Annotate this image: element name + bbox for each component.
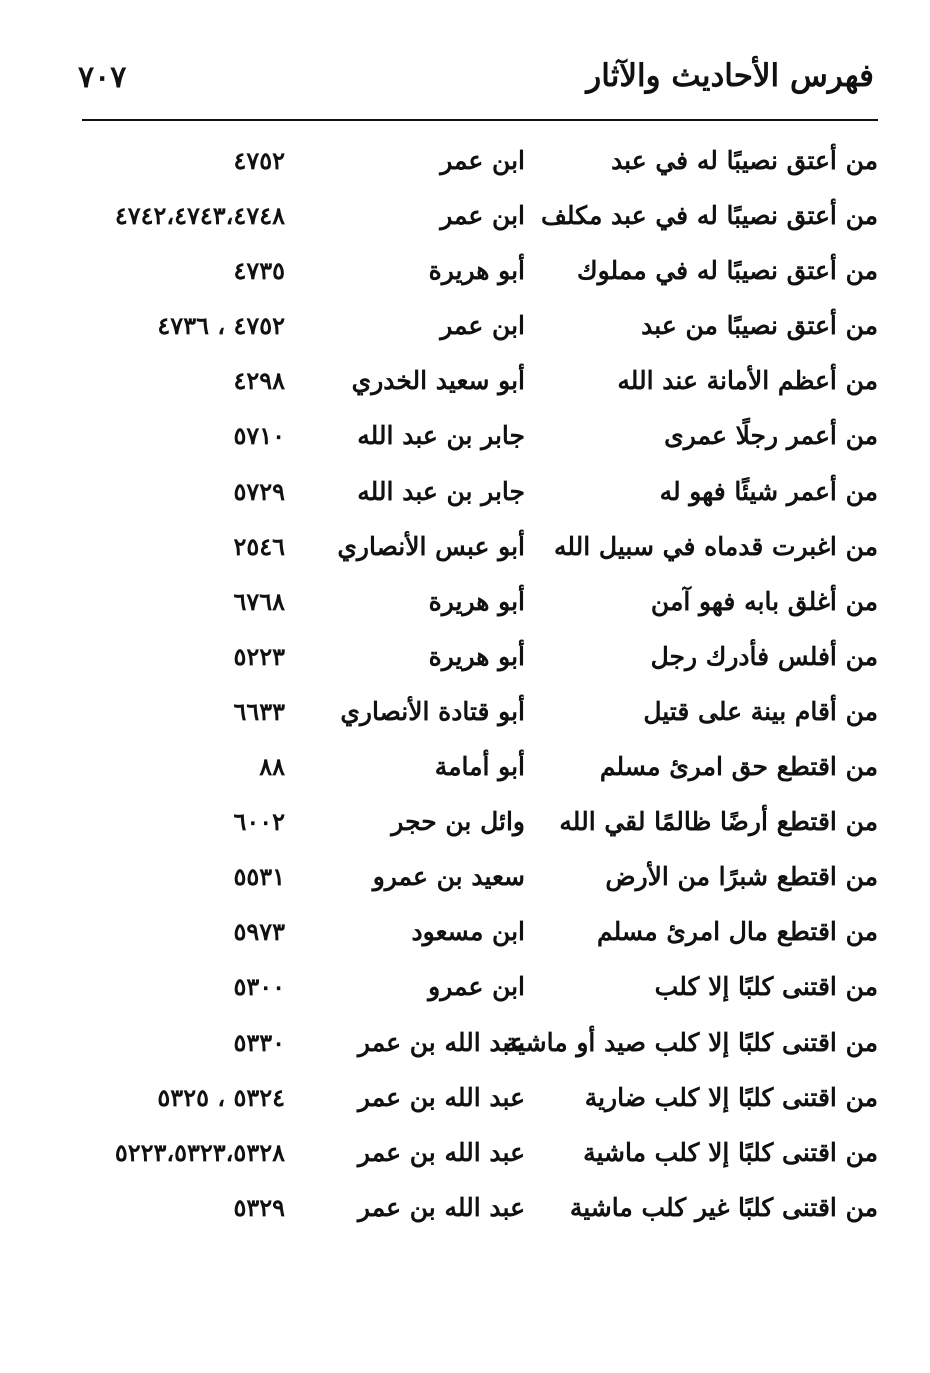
hadith-text: من اقتنى كلبًا إلا كلب ماشية (583, 1137, 878, 1167)
hadith-text: من اقتطع شبرًا من الأرض (605, 862, 878, 892)
hadith-text: من أعتق نصيبًا من عبد (641, 311, 878, 341)
reference-numbers: ٤٢٩٨ (233, 366, 285, 396)
reference-numbers: ٦٠٠٢ (233, 807, 285, 837)
narrator: أبو أمامة (434, 752, 525, 782)
narrator: ابن عمر (440, 201, 525, 231)
narrator: أبو هريرة (428, 256, 525, 286)
index-row (0, 354, 930, 409)
index-row (0, 134, 930, 189)
narrator: عبد الله بن عمر (357, 1082, 525, 1112)
reference-numbers: ٦٧٦٨ (233, 586, 285, 616)
hadith-text: من أعتق نصيبًا له في مملوك (577, 256, 878, 286)
narrator: ابن عمر (440, 311, 525, 341)
reference-numbers: ٥٩٧٣ (233, 917, 285, 947)
hadith-text: من اقتنى كلبًا إلا كلب ضارية (584, 1082, 878, 1112)
index-row (0, 1071, 930, 1126)
hadith-text: من أعتق نصيبًا له في عبد مكلف (541, 201, 878, 231)
reference-numbers: ٥٥٣١ (233, 862, 285, 892)
hadith-text: من أعمر شيئًا فهو له (659, 476, 878, 506)
header-divider (82, 119, 878, 121)
index-row (0, 1181, 930, 1236)
reference-numbers: ٥٧١٠ (233, 421, 285, 451)
hadith-text: من اقتنى كلبًا غير كلب ماشية (569, 1192, 878, 1222)
hadith-text: من اغبرت قدماه في سبيل الله (553, 531, 878, 561)
index-row (0, 189, 930, 244)
narrator: ابن عمر (440, 146, 525, 175)
index-row (0, 960, 930, 1015)
narrator: جابر بن عبد الله (357, 476, 525, 506)
hadith-text: من أقام بينة على قتيل (643, 696, 878, 726)
hadith-text: من اقتنى كلبًا إلا كلب (654, 972, 878, 1002)
hadith-text: من أغلق بابه فهو آمن (650, 586, 878, 616)
index-entries (0, 134, 930, 1236)
narrator: أبو قتادة الأنصاري (340, 696, 525, 726)
hadith-text: من اقتطع مال امرئ مسلم (597, 917, 878, 947)
reference-numbers: ٥٣٣٠ (233, 1027, 285, 1057)
index-row (0, 575, 930, 630)
index-row (0, 685, 930, 740)
hadith-text: من اقتطع حق امرئ مسلم (599, 752, 878, 782)
index-row (0, 465, 930, 520)
index-row (0, 244, 930, 299)
reference-numbers: ٥٣٢٩ (233, 1192, 285, 1222)
index-row (0, 1126, 930, 1181)
reference-numbers: ٤٧٤٢،٤٧٤٣،٤٧٤٨ (114, 201, 285, 231)
narrator: أبو سعيد الخدري (351, 366, 525, 396)
hadith-text: من اقتنى كلبًا إلا كلب صيد أو ماشية (504, 1027, 878, 1057)
page-number: ٧٠٧ (78, 60, 127, 95)
index-row (0, 299, 930, 354)
reference-numbers: ٥٣٢٤ ، ٥٣٢٥ (157, 1082, 285, 1112)
index-row (0, 740, 930, 795)
reference-numbers: ٥٢٢٣ (233, 641, 285, 671)
reference-numbers: ٢٥٤٦ (233, 531, 285, 561)
reference-numbers: ٤٧٣٥ (233, 256, 285, 286)
narrator: ابن عمرو (428, 972, 525, 1002)
reference-numbers: ٦٦٣٣ (233, 696, 285, 726)
narrator: أبو هريرة (428, 586, 525, 616)
hadith-text: من اقتطع أرضًا ظالمًا لقي الله (559, 807, 878, 837)
index-row (0, 850, 930, 905)
reference-numbers: ٨٨ (259, 752, 285, 782)
index-row (0, 630, 930, 685)
reference-numbers: ٥٢٢٣،٥٣٢٣،٥٣٢٨ (114, 1137, 285, 1167)
narrator: عبد الله بن عمر (357, 1027, 525, 1057)
page-title: فهرس الأحاديث والآثار (586, 58, 874, 94)
reference-numbers: ٥٣٠٠ (233, 972, 285, 1002)
hadith-text: من أعمر رجلًا عمرى (664, 421, 878, 451)
narrator: وائل بن حجر (391, 807, 525, 837)
index-row (0, 520, 930, 575)
narrator: عبد الله بن عمر (357, 1137, 525, 1167)
narrator: جابر بن عبد الله (357, 421, 525, 451)
narrator: أبو هريرة (428, 641, 525, 671)
index-row (0, 409, 930, 464)
hadith-text: من أعظم الأمانة عند الله (617, 366, 878, 396)
reference-numbers: ٤٧٥٢ (233, 146, 285, 175)
narrator: عبد الله بن عمر (357, 1192, 525, 1222)
narrator: أبو عبس الأنصاري (337, 531, 525, 561)
index-row (0, 1016, 930, 1071)
index-row (0, 905, 930, 960)
reference-numbers: ٥٧٢٩ (233, 476, 285, 506)
hadith-text: من أعتق نصيبًا له في عبد (611, 146, 878, 175)
narrator: سعيد بن عمرو (372, 862, 525, 892)
narrator: ابن مسعود (411, 917, 525, 947)
reference-numbers: ٤٧٥٢ ، ٤٧٣٦ (157, 311, 285, 341)
index-row (0, 795, 930, 850)
hadith-text: من أفلس فأدرك رجل (650, 641, 878, 671)
